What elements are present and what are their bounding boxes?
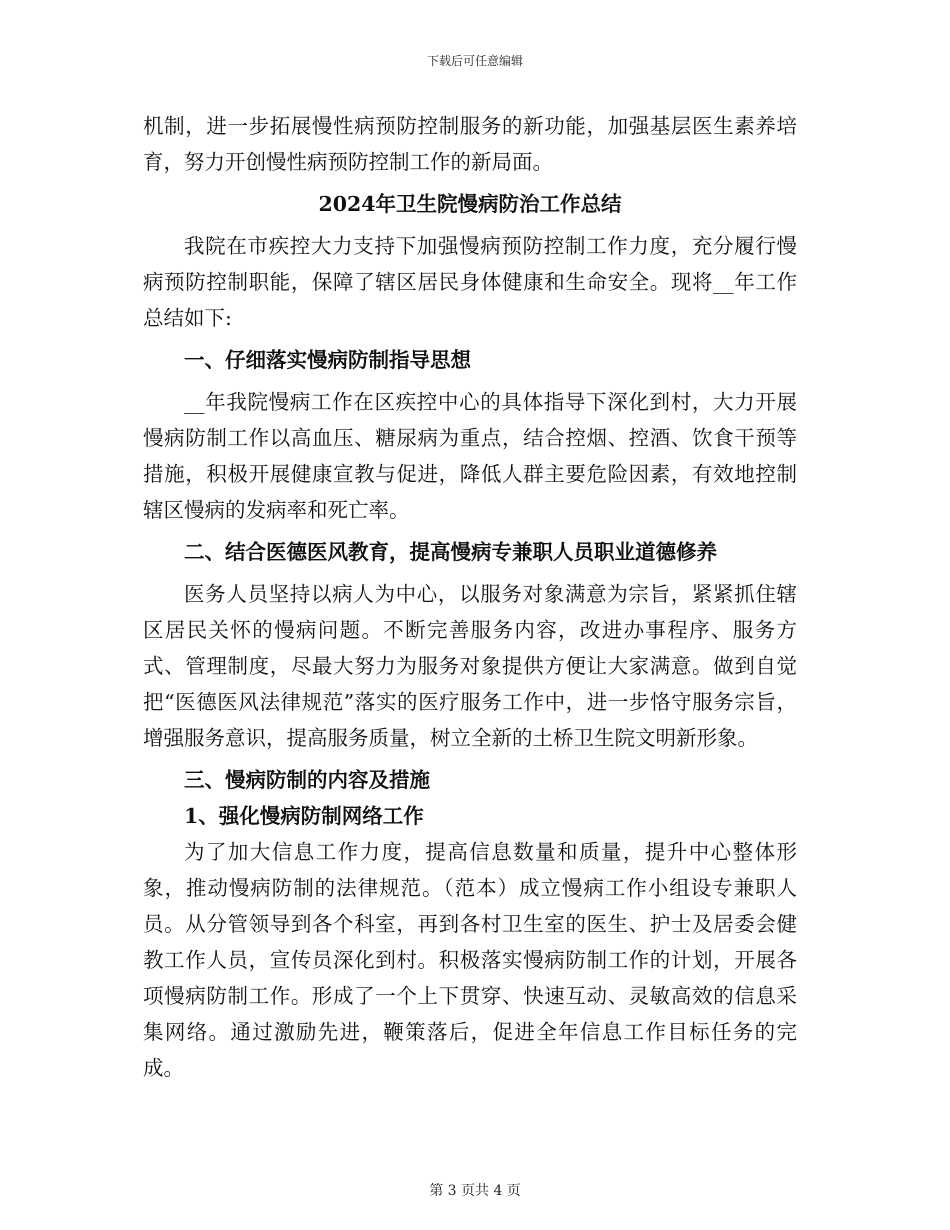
page-header: 下载后可任意编辑 <box>426 54 523 68</box>
page-footer: 第 3 页共 4 页 <box>429 1183 521 1199</box>
section-heading-3: 三、慢病防制的内容及措施 <box>184 768 430 792</box>
section-2-paragraph: 医务人员坚持以病人为中心，以服务对象满意为宗旨，紧紧抓住辖区居民关怀的慢病问题。不断完善服务内容，改进办事程序、服务方式、管理制度，尽最大努力为服务对象提供方便让大家满意。做到自觉把“医德医风法律规范”落实的医疗服务工作中，进一步恪守服务宗旨，增强服务意识，提高服务质量，树立全新的土桥卫生院文明新形象。 <box>143 582 797 750</box>
section-3-1-paragraph: 为了加大信息工作力度，提高信息数量和质量，提升中心整体形象，推动慢病防制的法律规范。（范本）成立慢病工作小组设专兼职人员。从分管领导到各个科室，再到各村卫生室的医生、护士及居委会健教工作人员，宣传员深化到村。积极落实慢病防制工作的计划，开展各项慢病防制工作。形成了一个上下贯穿、快速互动、灵敏高效的信息采集网络。通过激励先进，鞭策落后，促进全年信息工作目标任务的完成。 <box>143 840 797 1080</box>
summary-paragraph: 我院在市疾控大力支持下加强慢病预防控制工作力度，充分履行慢病预防控制职能，保障了辖区居民身体健康和生命安全。现将__年工作总结如下: <box>143 234 797 330</box>
intro-paragraph: 机制，进一步拓展慢性病预防控制服务的新功能，加强基层医生素养培育，努力开创慢性病预防控制工作的新局面。 <box>143 114 797 174</box>
section-1-paragraph: __年我院慢病工作在区疾控中心的具体指导下深化到村，大力开展慢病防制工作以高血压、糖尿病为重点，结合控烟、控酒、饮食干预等措施，积极开展健康宣教与促进，降低人群主要危险因素，有效地控制辖区慢病的发病率和死亡率。 <box>143 390 797 522</box>
subsection-heading-3-1: 1、强化慢病防制网络工作 <box>184 804 424 828</box>
document-body <box>143 108 797 1086</box>
section-heading-2: 二、结合医德医风教育，提高慢病专兼职人员职业道德修养 <box>184 540 717 564</box>
document-title: 2024年卫生院慢病防治工作总结 <box>318 192 622 216</box>
section-heading-1: 一、仔细落实慢病防制指导思想 <box>184 348 471 372</box>
